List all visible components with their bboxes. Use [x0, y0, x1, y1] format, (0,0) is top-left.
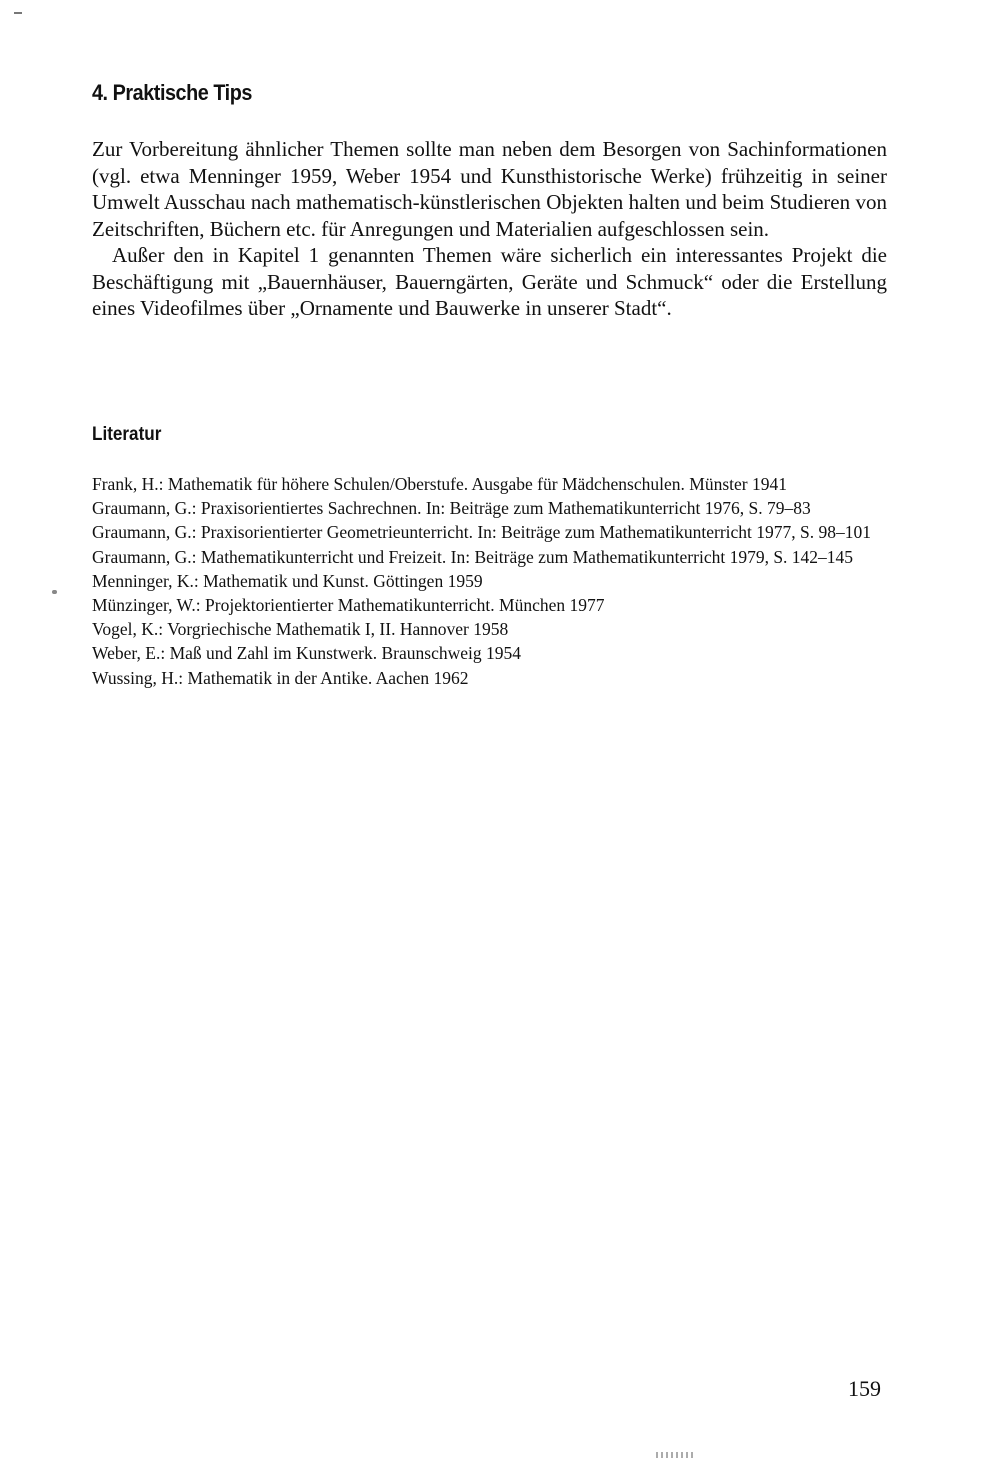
literature-heading: Literatur [92, 424, 162, 445]
reference-item: Münzinger, W.: Projektorientierter Mathematikunterricht. München 1977 [92, 595, 605, 616]
section-heading: 4. Praktische Tips [92, 80, 252, 105]
reference-item: Graumann, G.: Mathematikunterricht und Freizeit. In: Beiträge zum Mathematikunterricht 1979, S. 142–145 [92, 546, 854, 567]
reference-item: Menninger, K.: Mathematik und Kunst. Göttingen 1959 [92, 570, 483, 591]
reference-item: Vogel, K.: Vorgriechische Mathematik I, II. Hannover 1958 [92, 619, 509, 640]
page-number: 159 [848, 1376, 881, 1401]
reference-item: Graumann, G.: Praxisorientiertes Sachrechnen. In: Beiträge zum Mathematikunterricht 1976, S. 79–83 [92, 498, 811, 519]
reference-item: Wussing, H.: Mathematik in der Antike. Aachen 1962 [92, 667, 469, 688]
section-body [92, 136, 887, 322]
reference-item: Graumann, G.: Praxisorientierter Geometrieunterricht. In: Beiträge zum Mathematikunterricht 1977, S. 98–101 [92, 522, 872, 543]
scan-mark [14, 12, 22, 14]
paragraph: Zur Vorbereitung ähnlicher Themen sollte man neben dem Besorgen von Sachinformationen (vgl. etwa Menninger 1959, Weber 1954 und Kunsthistorische Werke) frühzeitig in seiner Umwelt Ausschau nach mathematisch-künstlerischen Objekten halten und beim Studieren von Zeitschriften, Büchern etc. für Anregungen und Materialien aufgeschlossen sein. [92, 137, 887, 241]
reference-item: Weber, E.: Maß und Zahl im Kunstwerk. Braunschweig 1954 [92, 643, 521, 664]
reference-list [92, 472, 887, 690]
paragraph: Außer den in Kapitel 1 genannten Themen wäre sicherlich ein interessantes Projekt die Beschäftigung mit „Bauernhäuser, Bauerngärten, Geräte und Schmuck“ oder die Erstellung eines Videofilmes über „Ornamente und Bauwerke in unserer Stadt“. [92, 243, 887, 320]
reference-item: Frank, H.: Mathematik für höhere Schulen/Oberstufe. Ausgabe für Mädchenschulen. Münster 1941 [92, 474, 787, 494]
scan-smudge [656, 1452, 696, 1458]
margin-mark [52, 590, 57, 594]
